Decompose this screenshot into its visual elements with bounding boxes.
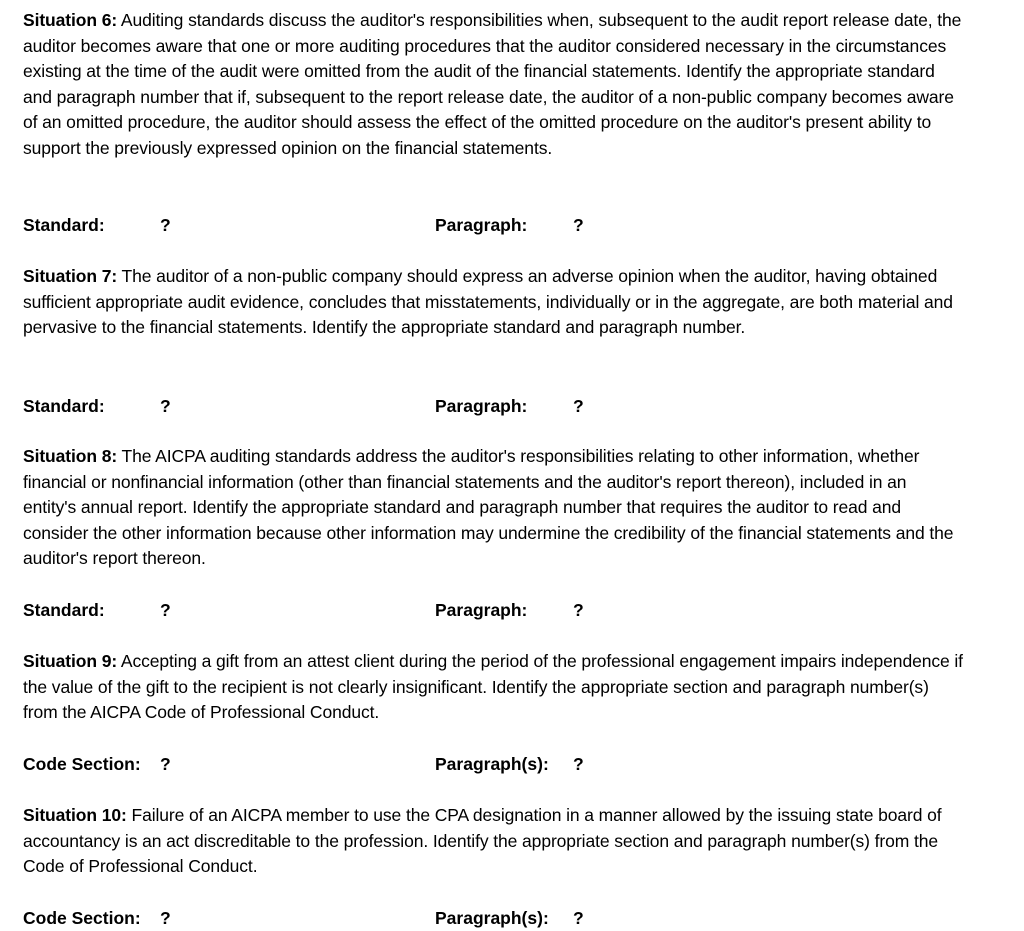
situation-10-text: Failure of an AICPA member to use the CPA designation in a manner allowed by the issuing state board of accountancy is an act discreditable to the profession. Identify the appropriate section and paragraph number(s) from the Code of Professional Conduct.	[23, 805, 942, 877]
paragraph-label: Paragraph:	[435, 215, 528, 235]
standard-label: Standard:	[23, 215, 105, 235]
standard-value: ?	[160, 600, 171, 620]
paragraphs-value: ?	[573, 908, 584, 928]
situation-10-answer-row	[23, 905, 723, 931]
situation-6-text: Auditing standards discuss the auditor's responsibilities when, subsequent to the audit report release date, the auditor becomes aware that one or more auditing procedures that the auditor considered necessary in the circumstances existing at the time of the audit were omitted from the audit of the financial statements. Identify the appropriate standard and paragraph number that if, subsequent to the report release date, the auditor of a non-public company becomes aware of an omitted procedure, the auditor should assess the effect of the omitted procedure on the auditor's present ability to support the previously expressed opinion on the financial statements.	[23, 10, 962, 158]
situation-7-text: The auditor of a non-public company should express an adverse opinion when the auditor, having obtained sufficient appropriate audit evidence, concludes that misstatements, individually or in the aggregate, are both material and pervasive to the financial statements. Identify the appropriate standard and paragraph number.	[23, 266, 953, 338]
situation-8-text: The AICPA auditing standards address the auditor's responsibilities relating to other information, whether financial or nonfinancial information (other than financial statements and the auditor's report thereon), included in an entity's annual report. Identify the appropriate standard and paragraph number that requires the auditor to read and consider the other information because other information may undermine the credibility of the financial statements and the auditor's report thereon.	[23, 446, 954, 569]
situation-8-paragraph	[23, 444, 963, 572]
situation-6-label: Situation 6:	[23, 10, 118, 30]
paragraph-label: Paragraph:	[435, 600, 528, 620]
situation-9-paragraph	[23, 649, 963, 726]
situation-6-paragraph	[23, 8, 963, 162]
situation-7-answer-row	[23, 393, 723, 419]
situation-10-label: Situation 10:	[23, 805, 127, 825]
situation-9-label: Situation 9:	[23, 651, 118, 671]
code-section-label: Code Section:	[23, 754, 141, 774]
paragraphs-value: ?	[573, 754, 584, 774]
situation-9-answer-row	[23, 751, 723, 777]
paragraphs-label: Paragraph(s):	[435, 908, 549, 928]
paragraph-value: ?	[573, 396, 584, 416]
situation-7-label: Situation 7:	[23, 266, 118, 286]
code-section-value: ?	[160, 754, 171, 774]
situation-8-answer-row	[23, 597, 723, 623]
standard-label: Standard:	[23, 600, 105, 620]
code-section-value: ?	[160, 908, 171, 928]
standard-value: ?	[160, 396, 171, 416]
situation-9-text: Accepting a gift from an attest client during the period of the professional engagement impairs independence if the value of the gift to the recipient is not clearly insignificant. Identify the appropriate section and paragraph number(s) from the AICPA Code of Professional Conduct.	[23, 651, 963, 723]
situation-8-label: Situation 8:	[23, 446, 118, 466]
situation-10-paragraph	[23, 803, 963, 880]
standard-label: Standard:	[23, 396, 105, 416]
paragraph-value: ?	[573, 215, 584, 235]
situation-7-paragraph	[23, 264, 963, 341]
code-section-label: Code Section:	[23, 908, 141, 928]
standard-value: ?	[160, 215, 171, 235]
paragraph-label: Paragraph:	[435, 396, 528, 416]
paragraph-value: ?	[573, 600, 584, 620]
paragraphs-label: Paragraph(s):	[435, 754, 549, 774]
situation-6-answer-row	[23, 212, 723, 238]
